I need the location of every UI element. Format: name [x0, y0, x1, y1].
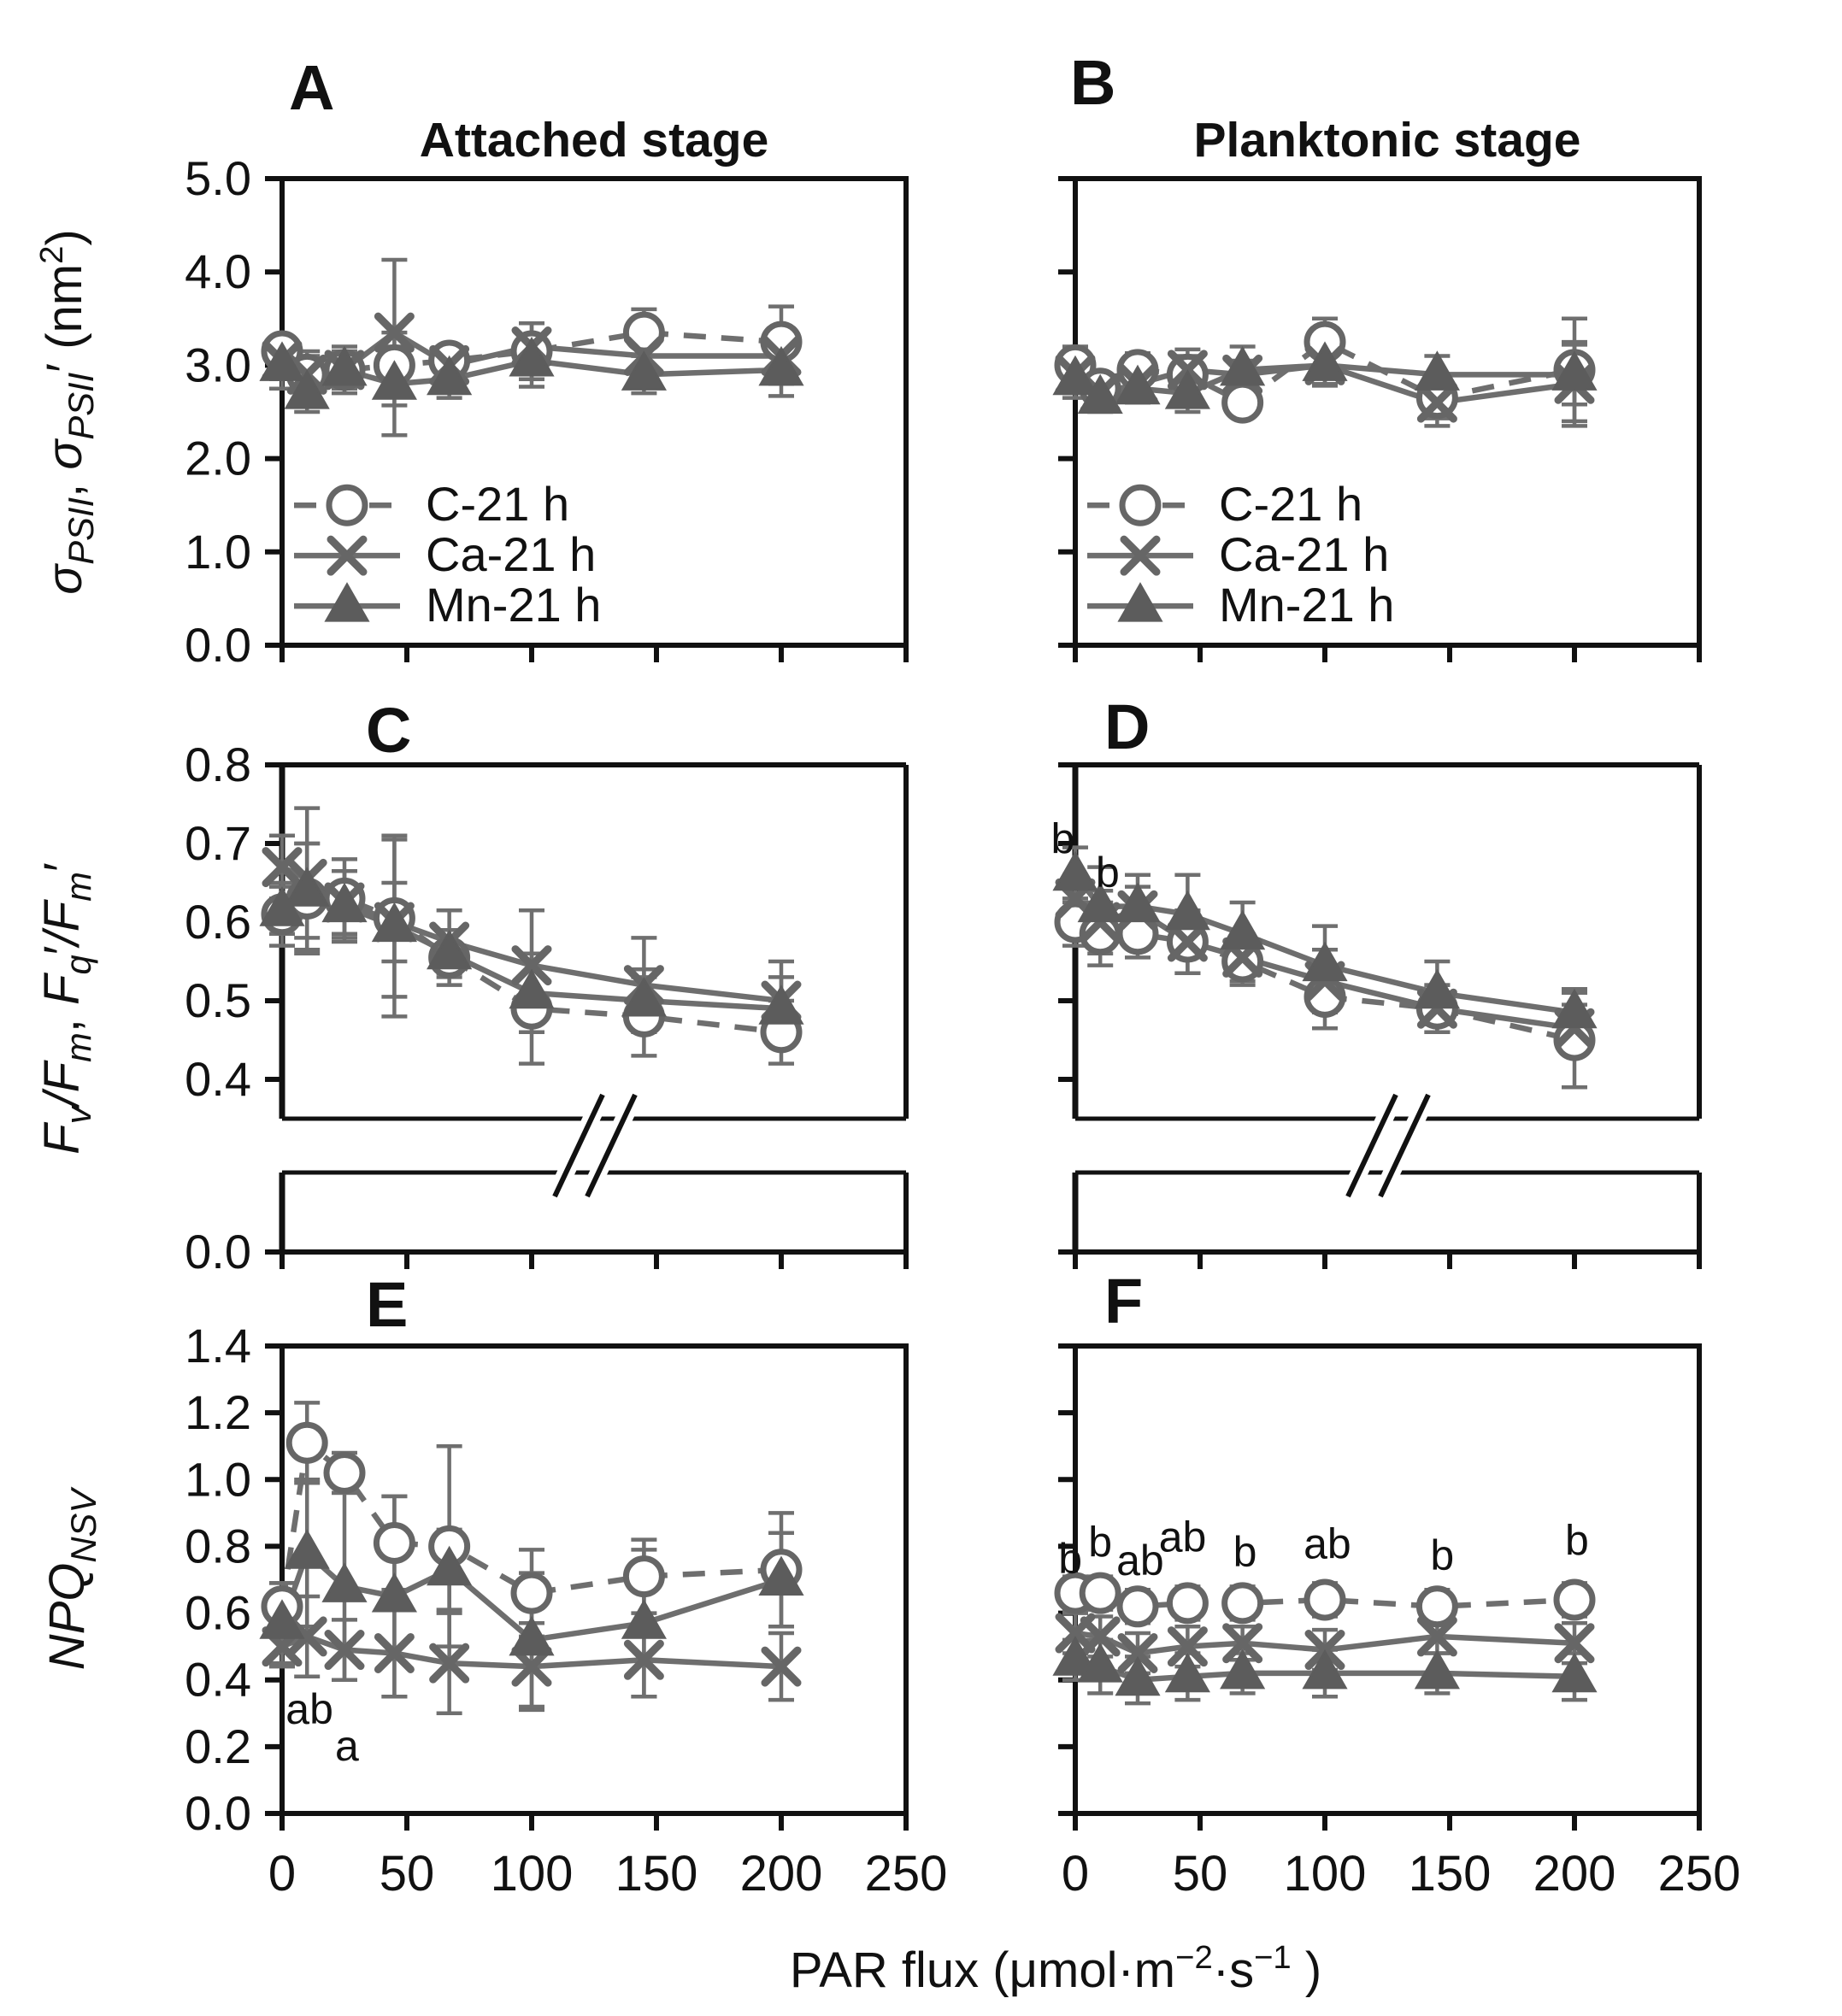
data-point-circle [327, 1455, 362, 1490]
data-point-circle [1225, 1585, 1261, 1621]
y-tick-label: 0.2 [185, 1719, 251, 1773]
y-axis-label-a: $\sigma_{PSII}$, $\sigma_{PSII}'$ $(nm^2)$ [32, 229, 101, 595]
significance-letter: ab [1304, 1519, 1351, 1568]
significance-letter: ab [1158, 1513, 1207, 1561]
significance-letter: b [1058, 1535, 1083, 1584]
y-tick-label: 1.0 [185, 1452, 251, 1507]
legend [1087, 477, 1394, 632]
legend-label: C-21 h [426, 477, 570, 532]
data-point-circle [376, 1525, 412, 1561]
column-title: Attached stage [419, 113, 769, 168]
significance-letter: ab [1116, 1537, 1164, 1585]
x-tick-label: 0 [268, 1846, 297, 1901]
y-tick-label: 4.0 [185, 244, 251, 299]
significance-letter: b [1565, 1516, 1589, 1565]
panel-letter-d: D [1104, 691, 1151, 762]
y-tick-label: 0.8 [185, 738, 251, 791]
y-tick-label: 1.4 [185, 1319, 251, 1372]
y-axis-label-e: $NPQ_{NSV}$ [39, 1489, 103, 1671]
data-point-circle [1557, 1582, 1592, 1618]
y-tick-label: 0.5 [185, 973, 251, 1027]
y-tick-label: 0.6 [185, 1585, 251, 1640]
legend-label: C-21 h [1219, 477, 1363, 532]
data-point-circle [329, 487, 365, 523]
x-tick-label: 100 [1283, 1846, 1367, 1901]
y-tick-label: 0.0 [185, 1225, 251, 1278]
significance-letter: b [1096, 848, 1120, 896]
y-tick-label: 3.0 [185, 338, 251, 392]
x-tick-label: 100 [490, 1846, 574, 1901]
y-tick-label: 1.2 [185, 1385, 251, 1440]
y-tick-label: 0.4 [185, 1052, 251, 1106]
y-axis-label-c: $F_v/F_m$, $F_q'/F_m'$ [34, 862, 98, 1155]
x-tick-label: 150 [615, 1846, 698, 1901]
panel-letter-e: E [366, 1269, 409, 1340]
x-tick-label: 200 [1533, 1846, 1616, 1901]
panel-letter-f: F [1104, 1266, 1144, 1337]
data-point-circle [289, 1425, 325, 1461]
panel-letter-b: B [1070, 47, 1116, 118]
y-tick-label: 0.0 [185, 618, 251, 672]
x-tick-label: 250 [1657, 1846, 1741, 1901]
legend-label: Ca-21 h [1219, 527, 1390, 582]
x-tick-label: 200 [739, 1846, 823, 1901]
panel-letter-c: C [366, 695, 412, 766]
y-tick-label: 5.0 [185, 151, 251, 205]
x-tick-label: 0 [1061, 1846, 1090, 1901]
x-axis-label: PAR flux ($\mu mol\cdot m^{-2}\cdot s^{-1}$ ) [789, 1938, 1322, 1998]
x-tick-label: 150 [1408, 1846, 1492, 1901]
y-tick-label: 1.0 [185, 524, 251, 579]
legend [294, 477, 601, 632]
y-tick-label: 0.4 [185, 1652, 251, 1707]
data-point-circle [1122, 487, 1158, 523]
legend-label: Mn-21 h [1219, 578, 1395, 632]
data-point-circle [1307, 1582, 1343, 1618]
legend-label: Mn-21 h [426, 578, 602, 632]
data-point-circle [626, 1559, 662, 1595]
data-point-circle [1082, 1575, 1118, 1611]
data-point-circle [1120, 1589, 1156, 1625]
legend-label: Ca-21 h [426, 527, 597, 582]
significance-letter: b [1088, 1518, 1113, 1566]
significance-letter: b [1050, 814, 1075, 863]
x-tick-label: 50 [1172, 1846, 1228, 1901]
data-point-circle [514, 1575, 550, 1611]
significance-letter: a [335, 1721, 359, 1770]
y-tick-label: 0.6 [185, 895, 251, 949]
column-title: Planktonic stage [1193, 113, 1581, 168]
panel-letter-a: A [289, 52, 335, 123]
significance-letter: ab [285, 1684, 333, 1733]
y-tick-label: 0.0 [185, 1786, 251, 1840]
y-tick-label: 0.7 [185, 816, 251, 870]
y-tick-label: 0.8 [185, 1519, 251, 1573]
significance-letter: b [1233, 1528, 1257, 1577]
x-tick-label: 50 [379, 1846, 435, 1901]
data-point-circle [1169, 1585, 1205, 1621]
x-tick-label: 250 [864, 1846, 948, 1901]
y-tick-label: 2.0 [185, 431, 251, 485]
significance-letter: b [1430, 1531, 1455, 1580]
